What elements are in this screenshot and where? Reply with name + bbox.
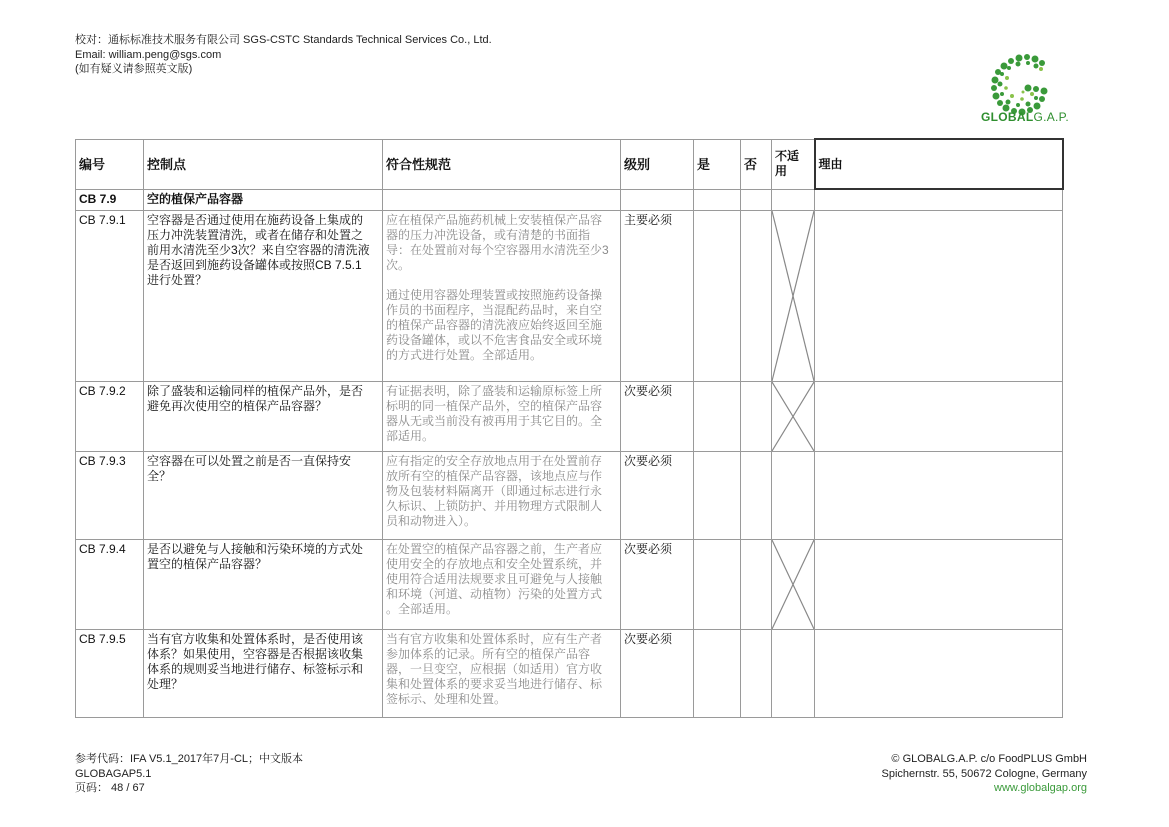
row-control-point: 是否以避免与人接触和污染环境的方式处 置空的植保产品容器？ — [144, 540, 383, 630]
table-header-row — [76, 139, 1063, 189]
row-no-cell[interactable] — [741, 452, 772, 540]
row-no-cell[interactable] — [741, 382, 772, 452]
table-row — [76, 382, 1063, 452]
website-link[interactable]: www.globalgap.org — [994, 782, 1087, 794]
row-na-crossed-cell — [772, 382, 815, 452]
row-level: 次要必须 — [621, 382, 694, 452]
page-number: 页码： 48 / 67 — [75, 782, 145, 794]
globalgap-logo-text: GLOBALG.A.P. — [981, 110, 1070, 124]
table-row — [76, 211, 1063, 382]
col-header-level: 级别 — [621, 139, 694, 189]
row-control-point: 除了盛装和运输同样的植保产品外，是否 避免再次使用空的植保产品容器？ — [144, 382, 383, 452]
copyright-line: © GLOBALG.A.P. c/o FoodPLUS GmbH — [891, 753, 1087, 765]
cross-out-icon — [772, 211, 814, 381]
section-id: CB 7.9 — [76, 189, 144, 211]
section-row — [76, 189, 1063, 211]
row-compliance-criteria: 在处置空的植保产品容器之前，生产者应 使用安全的存放地点和安全处置系统，并 使用符合适用法规要求且可避免与人接触 和环境（河道、动植物）污染的处置方式 。全部适用。 — [383, 540, 621, 630]
row-no-cell[interactable] — [741, 211, 772, 382]
document-header — [75, 33, 492, 77]
row-no-cell[interactable] — [741, 630, 772, 718]
email-line: Email: william.peng@sgs.com — [75, 48, 222, 61]
row-justification-cell[interactable] — [815, 540, 1063, 630]
row-compliance-criteria: 应在植保产品施药机械上安装植保产品容 器的压力冲洗设备，或有清楚的书面指 导：在处置前对每个空容器用水清洗至少3 次。 通过使用容器处理装置或按照施药设备操 作员的书面程序，当混配药品时，来自空 的植保产品容器的清洗液应始终返回至施 药设备罐体，或以不危害食品安全或环境 的方式进行处置。全部适用。 — [383, 211, 621, 382]
row-justification-cell[interactable] — [815, 211, 1063, 382]
col-header-justification: 理由 — [815, 139, 1063, 189]
row-id: CB 7.9.3 — [76, 452, 144, 540]
row-compliance-criteria: 当有官方收集和处置体系时，应有生产者 参加体系的记录。所有空的植保产品容 器，一旦变空，应根据（如适用）官方收 集和处置体系的要求妥当地进行储存、标 签标示、处理和处置。 — [383, 630, 621, 718]
col-header-control-point: 控制点 — [144, 139, 383, 189]
table-row — [76, 452, 1063, 540]
col-header-compliance-criteria: 符合性规范 — [383, 139, 621, 189]
cross-out-icon — [772, 382, 814, 451]
address-line: Spichernstr. 55, 50672 Cologne, Germany — [881, 767, 1087, 780]
proofreader-line: 校对：通标标准技术服务有限公司 SGS-CSTC Standards Technical Services Co., Ltd. — [75, 34, 492, 46]
row-level: 次要必须 — [621, 630, 694, 718]
row-yes-cell[interactable] — [694, 211, 741, 382]
row-level: 次要必须 — [621, 452, 694, 540]
row-level: 主要必须 — [621, 211, 694, 382]
row-control-point: 当有官方收集和处置体系时，是否使用该 体系？如果使用，空容器是否根据该收集 体系的规则妥当地进行储存、标签标示和 处理？ — [144, 630, 383, 718]
row-yes-cell[interactable] — [694, 630, 741, 718]
row-no-cell[interactable] — [741, 540, 772, 630]
row-yes-cell[interactable] — [694, 540, 741, 630]
table-row — [76, 540, 1063, 630]
row-compliance-criteria: 应有指定的安全存放地点用于在处置前存 放所有空的植保产品容器，该地点应与作 物及包装材料隔离开（即通过标志进行永 久标识、上锁防护、并用物理方式限制人 员和动物进入）。 — [383, 452, 621, 540]
cross-out-icon — [772, 540, 814, 629]
reference-code: 参考代码：IFA V5.1_2017年7月-CL；中文版本 — [75, 753, 304, 765]
row-justification-cell[interactable] — [815, 382, 1063, 452]
footer-left — [75, 752, 303, 796]
row-yes-cell[interactable] — [694, 452, 741, 540]
row-justification-cell[interactable] — [815, 452, 1063, 540]
col-header-no: 否 — [741, 139, 772, 189]
row-control-point: 空容器是否通过使用在施药设备上集成的 压力冲洗装置清洗，或者在储存和处置之 前用水清洗至少3次？来自空容器的清洗液 是否返回到施药设备罐体或按照CB 7.5.1 进行处置？ — [144, 211, 383, 382]
row-id: CB 7.9.4 — [76, 540, 144, 630]
row-na-crossed-cell — [772, 540, 815, 630]
row-compliance-criteria: 有证据表明，除了盛装和运输原标签上所 标明的同一植保产品外，空的植保产品容 器从无或当前没有被再用于其它目的。全 部适用。 — [383, 382, 621, 452]
row-id: CB 7.9.2 — [76, 382, 144, 452]
row-justification-cell[interactable] — [815, 630, 1063, 718]
section-title: 空的植保产品容器 — [144, 189, 383, 211]
col-header-id: 编号 — [76, 139, 144, 189]
standard-version: GLOBAGAP5.1 — [75, 767, 152, 780]
col-header-na: 不适用 — [772, 139, 815, 189]
row-na-cell[interactable] — [772, 630, 815, 718]
row-id: CB 7.9.1 — [76, 211, 144, 382]
row-na-crossed-cell — [772, 211, 815, 382]
row-id: CB 7.9.5 — [76, 630, 144, 718]
table-row — [76, 630, 1063, 718]
col-header-yes: 是 — [694, 139, 741, 189]
row-na-cell[interactable] — [772, 452, 815, 540]
disclaimer-line: (如有疑义请参照英文版) — [75, 63, 193, 75]
checklist-table — [75, 138, 1064, 718]
footer-right — [882, 752, 1087, 796]
row-control-point: 空容器在可以处置之前是否一直保持安 全？ — [144, 452, 383, 540]
row-yes-cell[interactable] — [694, 382, 741, 452]
row-level: 次要必须 — [621, 540, 694, 630]
